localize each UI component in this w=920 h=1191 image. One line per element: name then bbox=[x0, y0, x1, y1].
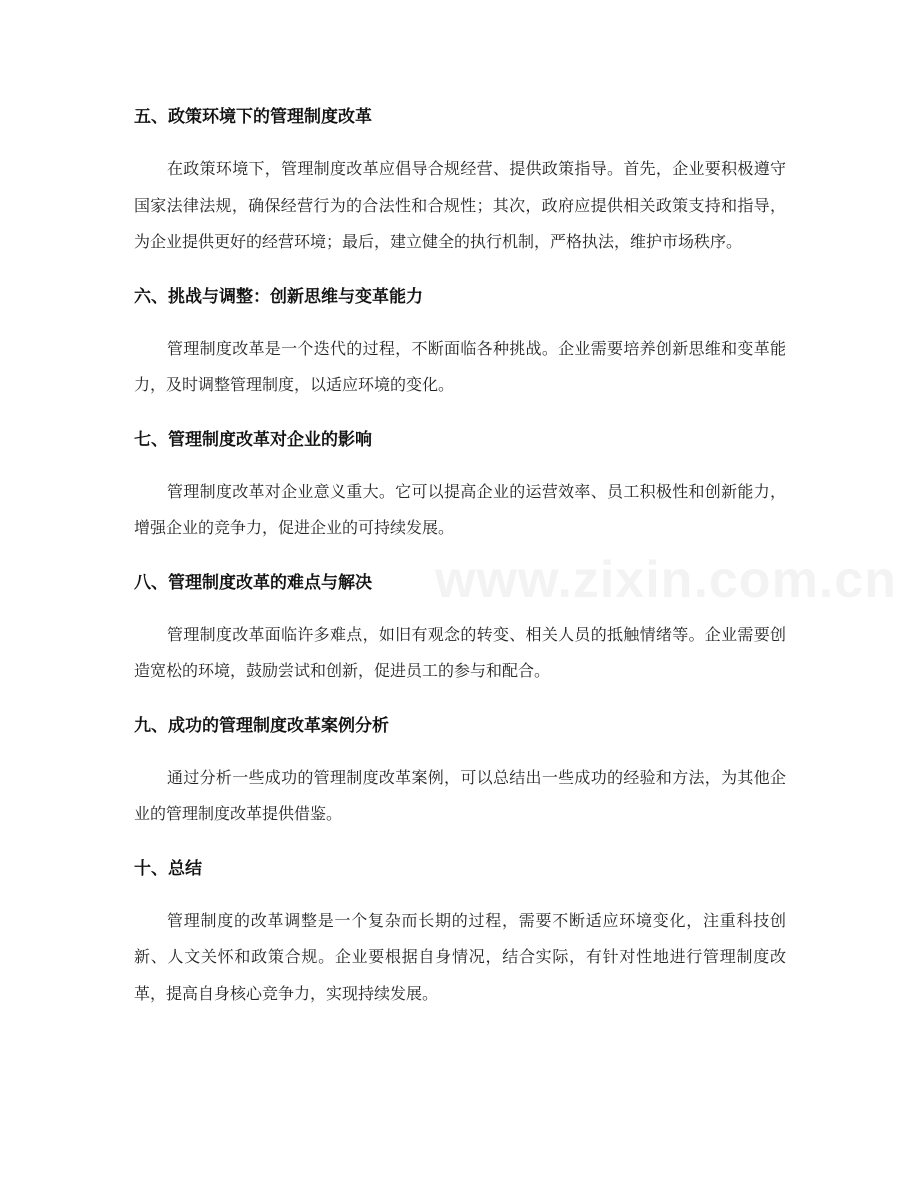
section-paragraph: 管理制度的改革调整是一个复杂而长期的过程，需要不断适应环境变化，注重科技创新、人文关怀和政策合规。企业要根据自身情况，结合实际，有针对性地进行管理制度改革，提高自身核心竞争力，实现持续发展。 bbox=[134, 910, 786, 1003]
section-paragraph: 管理制度改革面临许多难点，如旧有观念的转变、相关人员的抵触情绪等。企业需要创造宽松的环境，鼓励尝试和创新，促进员工的参与和配合。 bbox=[134, 624, 786, 680]
section-10 bbox=[134, 857, 786, 1013]
section-paragraph: 管理制度改革是一个迭代的过程，不断面临各种挑战。企业需要培养创新思维和变革能力，及时调整管理制度，以适应环境的变化。 bbox=[134, 338, 786, 394]
section-heading: 七、管理制度改革对企业的影响 bbox=[134, 429, 372, 450]
section-9 bbox=[134, 714, 786, 833]
section-8 bbox=[134, 571, 786, 690]
section-heading: 五、政策环境下的管理制度改革 bbox=[134, 107, 372, 127]
section-heading: 六、挑战与调整：创新思维与变革能力 bbox=[134, 286, 423, 307]
section-heading: 八、管理制度改革的难点与解决 bbox=[134, 572, 372, 593]
section-6 bbox=[134, 285, 786, 404]
section-heading: 十、总结 bbox=[134, 858, 202, 879]
section-5 bbox=[134, 105, 786, 261]
section-paragraph: 管理制度改革对企业意义重大。它可以提高企业的运营效率、员工积极性和创新能力，增强企业的竞争力，促进企业的可持续发展。 bbox=[134, 481, 786, 537]
section-paragraph: 通过分析一些成功的管理制度改革案例，可以总结出一些成功的经验和方法，为其他企业的管理制度改革提供借鉴。 bbox=[134, 767, 786, 823]
section-heading: 九、成功的管理制度改革案例分析 bbox=[134, 715, 389, 736]
watermark: www.zixin.com.cn bbox=[435, 551, 897, 609]
section-7 bbox=[134, 428, 786, 547]
document-content bbox=[134, 105, 786, 1036]
section-paragraph: 在政策环境下，管理制度改革应倡导合规经营、提供政策指导。首先，企业要积极遵守国家法律法规，确保经营行为的合法性和合规性；其次，政府应提供相关政策支持和指导，为企业提供更好的经营环境；最后，建立健全的执行机制，严格执法，维护市场秩序。 bbox=[134, 159, 786, 251]
